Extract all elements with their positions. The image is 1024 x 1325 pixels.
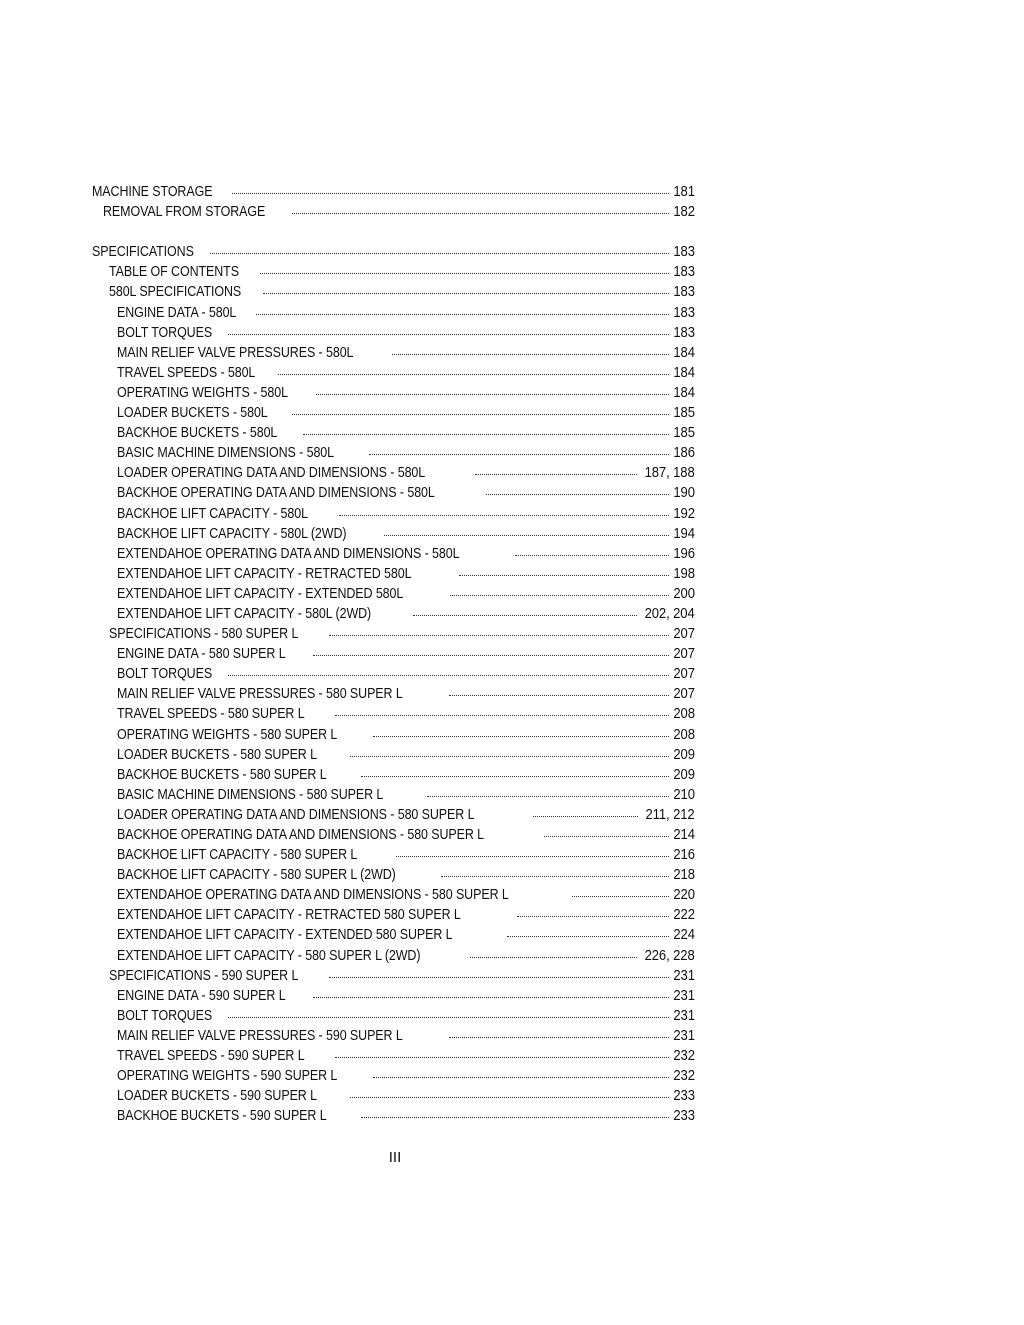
toc-entry-page: 220 [673,887,695,904]
toc-entry[interactable] [92,845,695,865]
toc-entry-page: 187, 188 [644,465,695,482]
toc-entry[interactable] [92,644,695,664]
toc-entry-page: 232 [673,1068,695,1085]
toc-entry-page: 183 [673,284,695,301]
toc-entry-label: BASIC MACHINE DIMENSIONS - 580 SUPER L [117,786,384,803]
toc-entry[interactable] [92,463,695,483]
toc-entry-page: 200 [673,585,695,602]
toc-entry-label: BACKHOE LIFT CAPACITY - 580L (2WD) [117,525,347,542]
toc-entry[interactable] [92,865,695,885]
toc-dot-leader [396,845,669,859]
toc-dot-leader [572,885,669,899]
toc-entry-page: 233 [673,1088,695,1105]
toc-entry-label: OPERATING WEIGHTS - 580L [117,384,288,401]
toc-entry-page: 194 [673,525,695,542]
toc-entry-label: MACHINE STORAGE [92,184,213,200]
toc-entry-page: 202, 204 [644,605,695,622]
toc-entry[interactable] [92,564,695,584]
toc-dot-leader [263,282,669,296]
toc-entry[interactable] [92,725,695,745]
toc-entry-label: BACKHOE BUCKETS - 580 SUPER L [117,766,327,783]
toc-dot-leader [507,925,669,939]
toc-entry-label: EXTENDAHOE OPERATING DATA AND DIMENSIONS - 580L [117,545,460,562]
toc-entry[interactable] [92,343,695,363]
toc-entry-label: SPECIFICATIONS - 580 SUPER L [109,626,299,643]
toc-entry-label: EXTENDAHOE LIFT CAPACITY - RETRACTED 580L [117,565,412,582]
toc-entry-label: EXTENDAHOE OPERATING DATA AND DIMENSIONS - 580 SUPER L [117,887,509,904]
toc-entry-label: BACKHOE LIFT CAPACITY - 580 SUPER L [117,847,358,864]
toc-entry-page: 211, 212 [645,806,695,823]
toc-entry-page: 231 [673,1007,695,1024]
toc-dot-leader [361,765,669,779]
toc-entry[interactable] [92,403,695,423]
toc-entry-label: TRAVEL SPEEDS - 580L [117,364,256,381]
toc-dot-leader [339,504,669,518]
toc-entry-page: 184 [673,344,695,361]
toc-entry-page: 190 [673,485,695,502]
toc-entry-page: 207 [673,686,695,703]
toc-entry-label: BASIC MACHINE DIMENSIONS - 580L [117,445,335,462]
toc-dot-leader [459,564,669,578]
toc-entry-label: BACKHOE OPERATING DATA AND DIMENSIONS - 580L [117,485,435,502]
toc-entry[interactable] [92,704,695,724]
toc-entry-page: 181 [673,184,695,200]
toc-entry-page: 209 [673,766,695,783]
toc-entry[interactable] [92,182,695,202]
toc-dot-leader [329,966,669,980]
toc-dot-leader [373,725,669,739]
toc-entry-page: 183 [673,264,695,281]
toc-entry[interactable] [92,986,695,1006]
toc-entry-page: 183 [673,244,695,261]
toc-entry-page: 183 [673,324,695,341]
toc-entry-label: TRAVEL SPEEDS - 590 SUPER L [117,1048,305,1065]
toc-entry-page: 185 [673,405,695,422]
toc-entry-page: 196 [673,545,695,562]
toc-entry[interactable] [92,1086,695,1106]
toc-entry[interactable] [92,1106,695,1126]
toc-dot-leader [544,825,669,839]
toc-dot-leader [441,865,669,879]
toc-dot-leader [313,644,669,658]
toc-dot-leader [210,242,669,256]
toc-entry-label: EXTENDAHOE LIFT CAPACITY - EXTENDED 580L [117,585,404,602]
toc-entry-page: 208 [673,726,695,743]
toc-entry-label: LOADER OPERATING DATA AND DIMENSIONS - 580 SUPER L [117,806,475,823]
toc-dot-leader [335,704,669,718]
toc-dot-leader [413,604,638,618]
toc-entry[interactable] [92,323,695,343]
toc-entry[interactable] [92,966,695,986]
toc-entry[interactable] [92,584,695,604]
toc-dot-leader [260,262,669,276]
toc-entry-label: EXTENDAHOE LIFT CAPACITY - RETRACTED 580 SUPER L [117,907,461,924]
toc-dot-leader [517,905,669,919]
toc-dot-leader [384,524,669,538]
toc-dot-leader [449,684,669,698]
toc-entry[interactable] [92,1066,695,1086]
toc-entry-label: BOLT TORQUES [117,666,213,683]
toc-dot-leader [292,202,669,216]
toc-entry-page: 216 [673,847,695,864]
toc-entry-page: 183 [673,304,695,321]
toc-entry[interactable] [92,684,695,704]
toc-entry-label: OPERATING WEIGHTS - 580 SUPER L [117,726,338,743]
toc-entry[interactable] [92,604,695,624]
toc-entry-label: ENGINE DATA - 580L [117,304,237,321]
toc-entry[interactable] [92,905,695,925]
toc-dot-leader [350,1086,670,1100]
toc-entry-page: 218 [673,867,695,884]
toc-entry-label: SPECIFICATIONS [92,244,194,261]
toc-entry-label: MAIN RELIEF VALVE PRESSURES - 580 SUPER L [117,686,403,703]
toc-entry-page: 210 [673,786,695,803]
toc-entry[interactable] [92,282,695,302]
toc-entry[interactable] [92,524,695,544]
toc-dot-leader [278,363,669,377]
toc-dot-leader [449,1026,669,1040]
toc-dot-leader [335,1046,669,1060]
toc-entry-page: 231 [673,967,695,984]
toc-dot-leader [361,1106,669,1120]
toc-entry[interactable] [92,202,695,222]
toc-entry-label: BACKHOE LIFT CAPACITY - 580 SUPER L (2WD) [117,867,396,884]
toc-entry[interactable] [92,443,695,463]
toc-entry-page: 182 [673,204,695,221]
toc-entry[interactable] [92,1026,695,1046]
toc-entry[interactable] [92,242,695,262]
toc-entry-label: BACKHOE LIFT CAPACITY - 580L [117,505,308,522]
toc-entry-page: 209 [673,746,695,763]
toc-entry[interactable] [92,1046,695,1066]
toc-dot-leader [470,946,638,960]
toc-entry-label: MAIN RELIEF VALVE PRESSURES - 580L [117,344,354,361]
toc-entry-label: BACKHOE BUCKETS - 590 SUPER L [117,1108,327,1125]
toc-entry[interactable] [92,544,695,564]
toc-spacer [92,222,695,242]
toc-entry-label: TRAVEL SPEEDS - 580 SUPER L [117,706,305,723]
toc-entry-label: EXTENDAHOE LIFT CAPACITY - 580 SUPER L (2WD) [117,947,421,964]
toc-entry-label: EXTENDAHOE LIFT CAPACITY - 580L (2WD) [117,605,372,622]
toc-entry-page: 222 [673,907,695,924]
toc-dot-leader [373,1066,669,1080]
toc-entry[interactable] [92,423,695,443]
toc-entry-label: TABLE OF CONTENTS [109,264,239,281]
toc-entry-label: LOADER OPERATING DATA AND DIMENSIONS - 580L [117,465,426,482]
toc-entry-page: 232 [673,1048,695,1065]
toc-dot-leader [369,443,669,457]
toc-dot-leader [316,383,669,397]
toc-entry[interactable] [92,765,695,785]
toc-entry-page: 231 [673,1027,695,1044]
toc-entry[interactable] [92,825,695,845]
toc-entry-label: EXTENDAHOE LIFT CAPACITY - EXTENDED 580 SUPER L [117,927,453,944]
toc-entry-page: 192 [673,505,695,522]
toc-dot-leader [392,343,669,357]
table-of-contents [92,182,695,1126]
toc-entry-label: ENGINE DATA - 590 SUPER L [117,987,286,1004]
toc-dot-leader [228,323,670,337]
toc-entry[interactable] [92,885,695,905]
toc-entry-label: OPERATING WEIGHTS - 590 SUPER L [117,1068,338,1085]
toc-entry[interactable] [92,303,695,323]
toc-entry-label: LOADER BUCKETS - 590 SUPER L [117,1088,317,1105]
toc-entry[interactable] [92,1006,695,1026]
toc-dot-leader [486,483,669,497]
toc-entry-page: 184 [673,384,695,401]
toc-dot-leader [329,624,669,638]
toc-entry-page: 186 [673,445,695,462]
toc-entry-label: LOADER BUCKETS - 580 SUPER L [117,746,317,763]
toc-entry-page: 207 [673,646,695,663]
toc-entry[interactable] [92,483,695,503]
toc-entry-page: 214 [673,827,695,843]
toc-entry-page: 226, 228 [644,947,695,964]
toc-dot-leader [228,1006,670,1020]
toc-entry-label: BACKHOE OPERATING DATA AND DIMENSIONS - 580 SUPER L [117,827,485,843]
toc-dot-leader [232,182,669,196]
toc-dot-leader [427,785,669,799]
toc-entry-page: 224 [673,927,695,944]
toc-entry[interactable] [92,664,695,684]
toc-entry[interactable] [92,624,695,644]
toc-entry-page: 185 [673,425,695,442]
toc-dot-leader [228,664,670,678]
toc-entry-page: 207 [673,626,695,643]
toc-dot-leader [256,303,669,317]
toc-dot-leader [533,805,639,819]
toc-entry[interactable] [92,363,695,383]
toc-entry[interactable] [92,262,695,282]
toc-dot-leader [303,423,669,437]
toc-entry-page: 184 [673,364,695,381]
toc-dot-leader [515,544,669,558]
toc-entry-label: BOLT TORQUES [117,1007,213,1024]
toc-entry-page: 198 [673,565,695,582]
toc-entry-label: 580L SPECIFICATIONS [109,284,242,301]
toc-entry-label: MAIN RELIEF VALVE PRESSURES - 590 SUPER L [117,1027,403,1044]
toc-entry-page: 233 [673,1108,695,1125]
toc-dot-leader [292,403,669,417]
page-number: III [388,1149,402,1166]
toc-entry-label: BOLT TORQUES [117,324,213,341]
toc-entry-label: BACKHOE BUCKETS - 580L [117,425,278,442]
toc-entry-page: 207 [673,666,695,683]
toc-entry-page: 208 [673,706,695,723]
toc-entry-label: REMOVAL FROM STORAGE [103,204,266,221]
toc-entry[interactable] [92,925,695,945]
toc-dot-leader [475,463,637,477]
toc-dot-leader [313,986,669,1000]
toc-entry[interactable] [92,745,695,765]
toc-entry[interactable] [92,805,695,825]
toc-dot-leader [450,584,669,598]
toc-entry-label: ENGINE DATA - 580 SUPER L [117,646,286,663]
toc-entry-label: LOADER BUCKETS - 580L [117,405,268,422]
toc-entry-page: 231 [673,987,695,1004]
toc-entry[interactable] [92,383,695,403]
toc-entry-label: SPECIFICATIONS - 590 SUPER L [109,967,299,984]
toc-entry[interactable] [92,504,695,524]
toc-entry[interactable] [92,785,695,805]
toc-entry[interactable] [92,946,695,966]
toc-dot-leader [350,745,670,759]
